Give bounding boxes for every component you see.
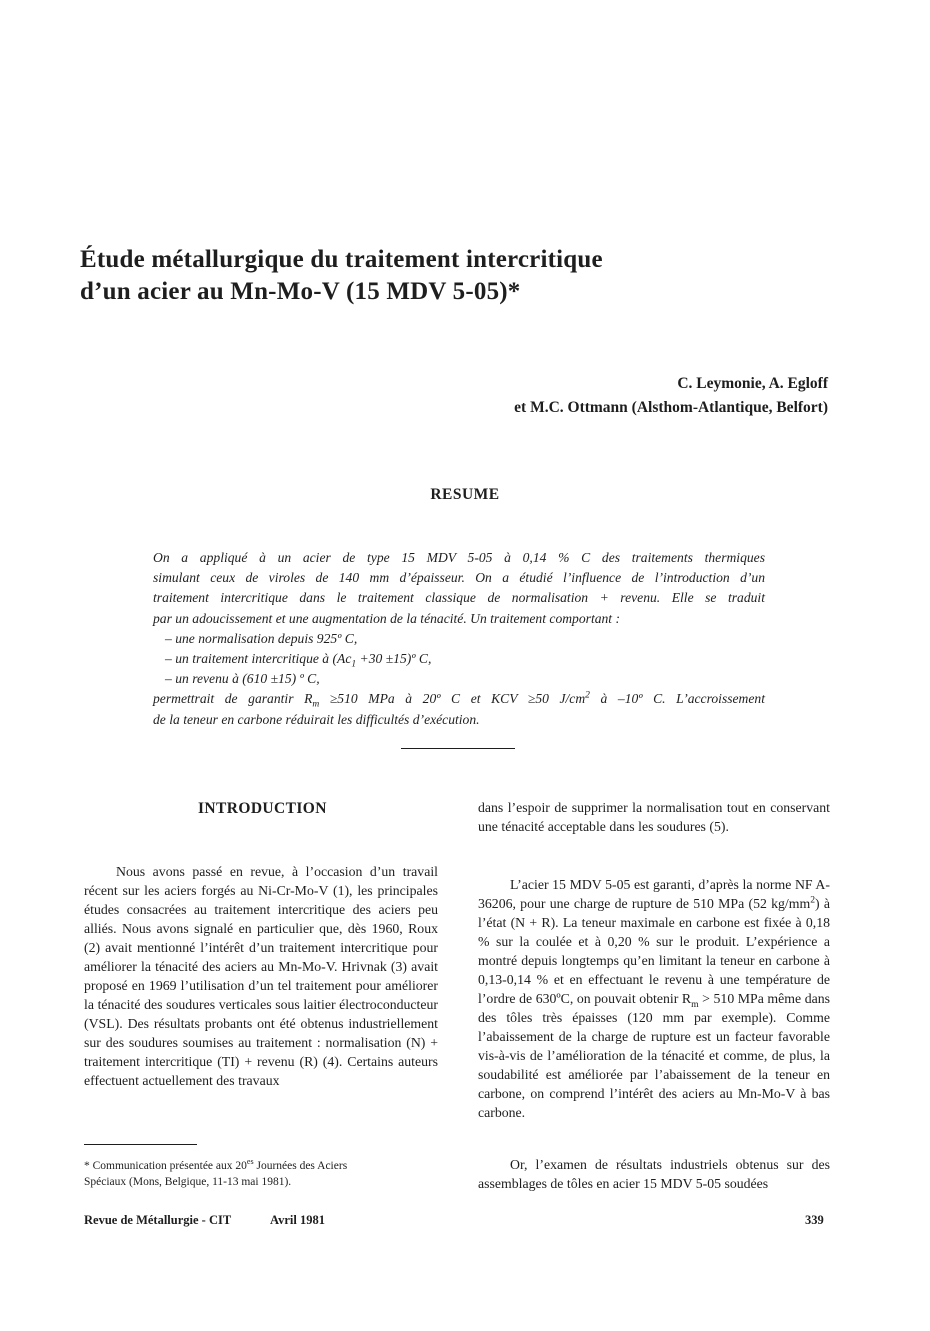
- abstract-line: permettrait de garantir $R_m \ge 510$ MPa à 20º C et KCV ≥50 $J/cm^2$ à –10º C. L’accroissement: [153, 690, 765, 711]
- authors-line-1: C. Leymonie, A. Egloff: [677, 375, 828, 392]
- footnote: * Communication présentée aux $20^{es}$ Journées des Aciers Spéciaux (Mons, Belgique, 11-13 mai 1981).: [84, 1157, 348, 1188]
- abstract-body: [153, 548, 765, 730]
- journal-name: Revue de Métallurgie - CIT: [84, 1213, 232, 1227]
- abstract-bullet: – un revenu à (610 ±15) º C,: [165, 671, 320, 687]
- left-column: [84, 862, 438, 1090]
- authors: [514, 372, 828, 420]
- abstract-line: de la teneur en carbone réduirait les difficultés d’exécution.: [153, 711, 480, 727]
- paragraph: dans l’espoir de supprimer la normalisation tout en conservant une ténacité acceptable dans les soudures (5).: [478, 800, 830, 834]
- footnote-rule: [84, 1144, 197, 1145]
- title-line-2: d’un acier au Mn-Mo-V (15 MDV 5-05)*: [80, 278, 521, 305]
- title-line-1: Étude métallurgique du traitement intercritique: [80, 246, 603, 273]
- abstract-heading: RESUME: [430, 486, 500, 503]
- issue-date: Avril 1981: [270, 1213, 325, 1227]
- abstract-line: par un adoucissement et une augmentation de la ténacité. Un traitement comportant :: [153, 610, 621, 626]
- paragraph: Or, l’examen de résultats industriels obtenus sur des assemblages de tôles en acier 15 MDV 5-05 soudées: [478, 1157, 830, 1191]
- right-column-paragraph-1: [478, 798, 830, 836]
- authors-line-2: et M.C. Ottmann (Alsthom-Atlantique, Belfort): [514, 399, 828, 416]
- article-title: [80, 244, 720, 308]
- abstract-bullet: – une normalisation depuis 925º C,: [165, 630, 358, 646]
- section-divider: [401, 748, 515, 749]
- page-number: 339: [805, 1213, 824, 1227]
- abstract-bullet: – un traitement intercritique à ($Ac_1 +30$ ±15)º C,: [165, 651, 432, 670]
- paragraph: L’acier 15 MDV 5-05 est garanti, d’après la norme NF A-36206, pour une charge de rupture de 510 MPa (52 $kg/mm^2$) à l’état (N + R). La teneur maximale en carbone est fixée à 0,18 % sur la coulée et à 0,20 % sur le produit. L’expérience a montré depuis longtemps qu’en limitant la teneur en carbone à 0,13-0,14 % et en effectuant le revenu à une température de l’ordre de 630ºC, on pouvait obtenir $R_m > 510$ MPa même dans des tôles très épaisses (120 mm par exemple). Comme l’abaissement de la charge de rupture est un facteur favorable vis-à-vis de l’amélioration de la ténacité et comme, de plus, la soudabilité est améliorée par l’abaissement de la teneur en carbone, on comprend l’intérêt des aciers au Mn-Mo-V à bas carbone.: [478, 877, 830, 1120]
- abstract-line: simulant ceux de viroles de 140 mm d’épaisseur. On a étudié l’influence de l’introduction d’un: [153, 570, 765, 586]
- paragraph: Nous avons passé en revue, à l’occasion d’un travail récent sur les aciers forgés au Ni-Cr-Mo-V (1), les principales études consacrées au traitement intercritique des aciers peu alliés. Nous avons signalé en particulier que, dès 1960, Roux (2) avait mentionné l’intérêt d’un traitement intercritique pour améliorer la ténacité des aciers au Mn-Mo-V. Hrivnak (3) avait proposé en 1969 l’utilisation d’un tel traitement pour améliorer la ténacité des soudures verticales sous laitier électroconducteur (VSL). Des résultats probants ont été obtenus industriellement sur des soudures soumises au traitement : normalisation (N) + traitement intercritique (TI) + revenu (R) (4). Certains auteurs effectuent actuellement des travaux: [84, 864, 438, 1088]
- abstract-line: traitement intercritique dans le traitement classique de normalisation + revenu. Elle se traduit: [153, 590, 765, 606]
- right-column-paragraph-2: [478, 875, 830, 1122]
- right-column-paragraph-3: [478, 1155, 830, 1193]
- introduction-heading: INTRODUCTION: [198, 800, 327, 817]
- abstract-line: On a appliqué à un acier de type 15 MDV 5-05 à 0,14 % C des traitements thermiques: [153, 550, 765, 565]
